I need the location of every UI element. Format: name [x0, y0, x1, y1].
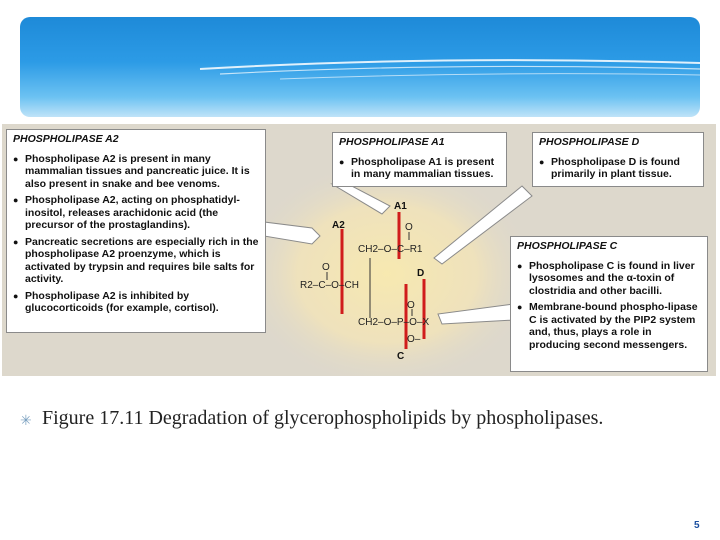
pla1-title: PHOSPHOLIPASE A1: [339, 136, 445, 148]
oxygen-top: O: [405, 222, 413, 233]
pld-bullet: ● Phospholipase D is found primarily in plant tissue.: [539, 156, 697, 181]
plc-bullet: ● Membrane-bound phospho-lipase C is activated by the PIP2 system and, thus, plays a role in producing second messengers.: [517, 301, 701, 351]
banner-swoosh: [20, 17, 700, 117]
plc-title: PHOSPHOLIPASE C: [517, 240, 618, 252]
phospholipase-a1-box: [332, 132, 507, 187]
highlight-glow: [237, 159, 537, 376]
phospholipase-c-box: [510, 236, 708, 372]
phospholipase-d-box: [532, 132, 704, 187]
pla2-bullet: ● Pancreatic secretions are especially rich in the phospholipase A2 proenzyme, which is activated by trypsin and requires bile salts for activity.: [13, 236, 259, 286]
oxygen-phosphate: O: [407, 300, 415, 311]
label-a2: A2: [332, 220, 345, 231]
plc-bullet: ● Phospholipase C is found in liver lysosomes and the α-toxin of clostridia and other bacilli.: [517, 260, 701, 298]
label-c: C: [397, 351, 405, 362]
caption-text: Figure 17.11 Degradation of glycerophospholipids by phospholipases.: [42, 407, 604, 429]
pld-title: PHOSPHOLIPASE D: [539, 136, 640, 148]
pla2-bullet: ● Phospholipase A2 is inhibited by glucocorticoids (for example, cortisol).: [13, 290, 259, 315]
phospholipase-a2-box: [6, 129, 266, 333]
label-d: D: [417, 268, 425, 279]
bullet-star-icon: ✳: [20, 413, 32, 429]
structure-row-3: CH2–O–P–O–X: [358, 317, 430, 328]
page-number: 5: [694, 520, 700, 531]
pla2-bullet: ● Phospholipase A2, acting on phosphatidyl-inositol, releases arachidonic acid (the precursor of the prostaglandins).: [13, 194, 259, 232]
title-banner: [20, 17, 700, 117]
phospholipase-figure: [2, 124, 716, 376]
figure-caption: [20, 406, 662, 430]
pla1-bullet: ● Phospholipase A1 is present in many mammalian tissues.: [339, 156, 500, 181]
pla2-bullet: ● Phospholipase A2 is present in many mammalian tissues and pancreatic juice. It is also present in snake and bee venoms.: [13, 153, 259, 191]
structure-row-1: CH2–O–C–R1: [358, 244, 423, 255]
structure-row-2: R2–C–O–CH: [300, 280, 359, 291]
oxygen-minus: O–: [407, 334, 421, 345]
oxygen-mid: O: [322, 262, 330, 273]
label-a1: A1: [394, 201, 407, 212]
pla2-title: PHOSPHOLIPASE A2: [13, 133, 119, 145]
